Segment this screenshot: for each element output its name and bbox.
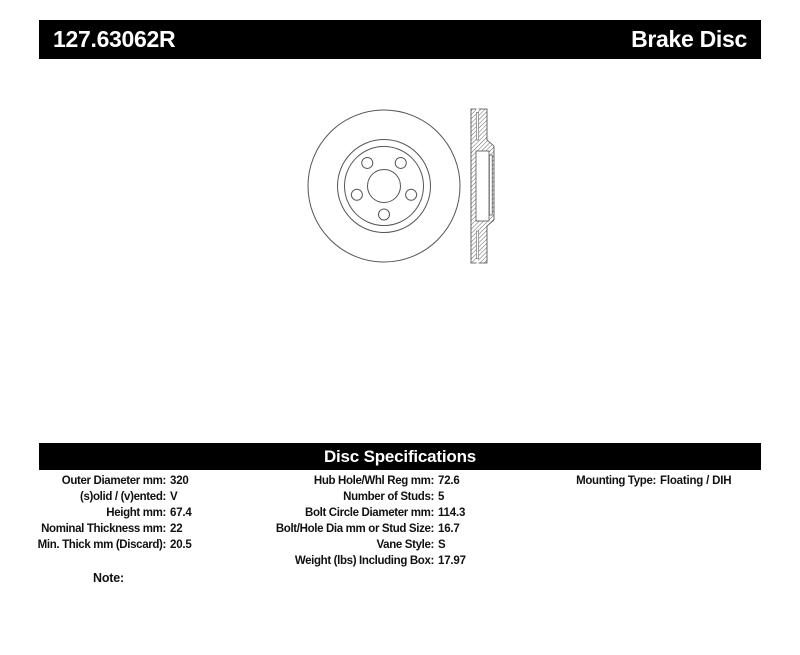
- spec-row-height: [20, 505, 192, 521]
- spec-row-bolt-hole-dia: [270, 521, 466, 537]
- spec-column-right: [540, 473, 731, 489]
- spec-column-middle: [270, 473, 466, 569]
- spec-row-weight: [270, 553, 466, 569]
- part-number: 127.63062R: [53, 26, 176, 52]
- outer-diameter-circle: [308, 110, 460, 262]
- spec-value: 114.3: [438, 507, 466, 519]
- hub-inner-circle: [345, 147, 424, 226]
- spec-value: 72.6: [438, 475, 460, 487]
- spec-row-solid-vented: [20, 489, 192, 505]
- spec-label: Vane Style:: [376, 539, 434, 551]
- spec-row-min-thickness: [20, 537, 192, 553]
- spec-label: Number of Studs:: [343, 491, 434, 503]
- spec-value: 67.4: [170, 507, 192, 519]
- spec-row-outer-diameter: [20, 473, 192, 489]
- spec-label: Weight (lbs) Including Box:: [294, 555, 434, 567]
- stud-hole: [406, 189, 417, 200]
- spec-label: (s)olid / (v)ented:: [80, 491, 166, 503]
- spec-label: Bolt Circle Diameter mm:: [305, 507, 434, 519]
- vent-gap-top: [476, 113, 478, 141]
- disc-front-view-icon: [308, 110, 460, 262]
- spec-row-number-of-studs: [270, 489, 466, 505]
- stud-hole: [362, 157, 373, 168]
- stud-hole: [395, 157, 406, 168]
- disc-cross-section-icon: [471, 109, 494, 264]
- spec-label: Bolt/Hole Dia mm or Stud Size:: [275, 523, 434, 535]
- mounting-face: [489, 155, 492, 215]
- spec-row-vane-style: [270, 537, 466, 553]
- spec-label: Outer Diameter mm:: [61, 475, 166, 487]
- spec-label: Min. Thick mm (Discard):: [37, 539, 166, 551]
- vent-gap-bottom: [476, 231, 478, 259]
- stud-hole: [351, 189, 362, 200]
- edge-notch-top: [476, 109, 478, 112]
- center-bore-circle: [368, 170, 401, 203]
- stud-hole: [379, 209, 390, 220]
- hat-interior: [476, 151, 489, 221]
- spec-row-bolt-circle-diameter: [270, 505, 466, 521]
- spec-row-nominal-thickness: [20, 521, 192, 537]
- spec-value: 320: [170, 475, 189, 487]
- spec-column-left: [20, 473, 192, 553]
- spec-label: Height mm:: [106, 507, 166, 519]
- spec-label: Nominal Thickness mm:: [41, 523, 166, 535]
- edge-notch-bottom: [476, 261, 478, 264]
- spec-row-mounting-type: [540, 473, 731, 489]
- spec-row-hub-hole: [270, 473, 466, 489]
- spec-value: Floating / DIH: [660, 475, 732, 487]
- product-name: Brake Disc: [631, 26, 747, 52]
- header-bar: [39, 20, 761, 59]
- spec-label: Hub Hole/Whl Reg mm:: [313, 475, 434, 487]
- spec-value: 17.97: [438, 555, 466, 567]
- spec-label: Mounting Type:: [576, 475, 656, 487]
- spec-value: V: [170, 491, 178, 503]
- note-label: Note:: [93, 571, 124, 585]
- spec-value: S: [438, 539, 446, 551]
- disc-specifications-bar: [39, 443, 761, 470]
- brake-disc-drawing: [288, 95, 503, 275]
- spec-value: 22: [170, 523, 183, 535]
- hub-outer-circle: [338, 140, 431, 233]
- section-title: Disc Specifications: [323, 447, 477, 466]
- spec-value: 16.7: [438, 523, 460, 535]
- spec-value: 20.5: [170, 539, 192, 551]
- spec-value: 5: [438, 491, 445, 503]
